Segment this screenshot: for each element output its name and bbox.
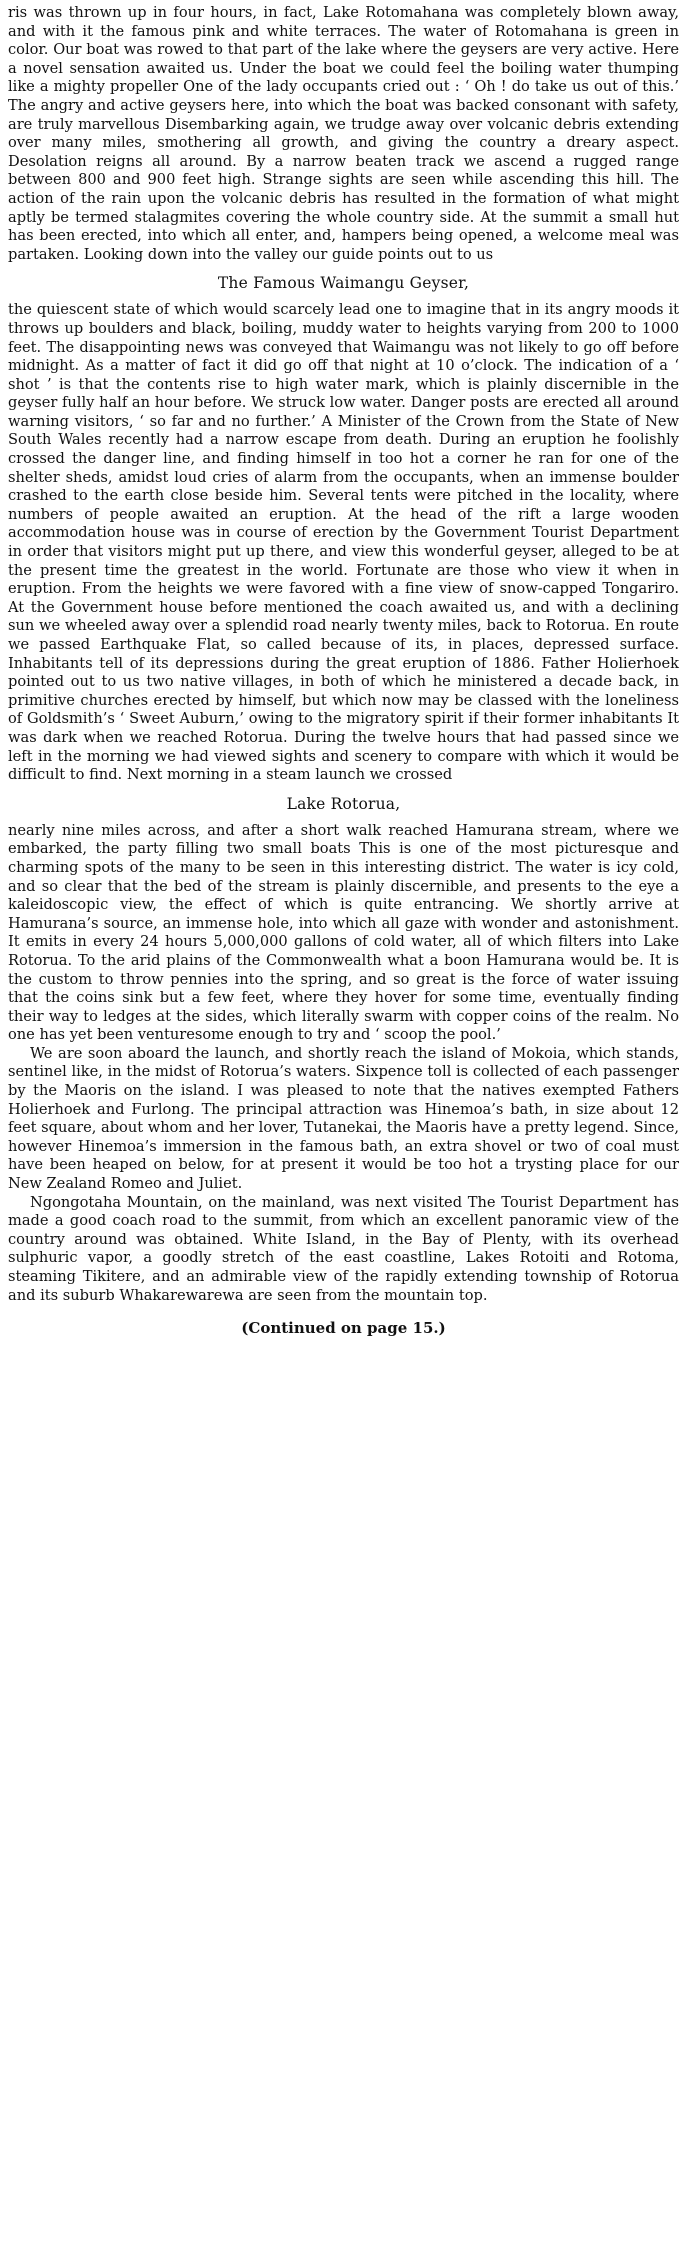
intro-paragraph: ris was thrown up in four hours, in fact, Lake Rotomahana was completely blown away, and with it the famous pink and white terraces. The water of Rotomahana is green in color. Our boat was rowed to that part of the lake where the geysers are very active. Here a novel sensation awaited us. Under the boat we could feel the boiling water thumping like a mighty propeller One of the lady occupants cried out : ‘ Oh ! do take us out of this.’ The angry and active geysers here, into which the boat was backed consonant with safety, are truly marvellous Disembarking again, we trudge away over volcanic debris extending over many miles, smothering all growth, and giving the country a dreary aspect. Desolation reigns all around. By a narrow beaten track we ascend a rugged range between 800 and 900 feet high. Strange sights are seen while ascending this hill. The action of the rain upon the volcanic debris has resulted in the formation of what might aptly be termed stalagmites covering the whole country side. At the summit a small hut has been erected, into which all enter, and, hampers being opened, a welcome meal was partaken. Looking down into the valley our guide points out to us [8, 4, 679, 263]
geyser-paragraph: the quiescent state of which would scarcely lead one to imagine that in its angry moods it throws up boulders and black, boiling, muddy water to heights varying from 200 to 1000 feet. The disappointing news was conveyed that Waimangu was not likely to go off before midnight. As a matter of fact it did go off that night at 10 o’clock. The indication of a ‘ shot ’ is that the contents rise to high water mark, which is plainly discernible in the geyser fully half an hour before. We struck low water. Danger posts are erected all around warning visitors, ‘ so far and no further.’ A Minister of the Crown from the State of New South Wales recently had a narrow escape from death. During an eruption he foolishly crossed the danger line, and finding himself in too hot a corner he ran for one of the shelter sheds, amidst loud cries of alarm from the occupants, when an immense boulder crashed to the earth close beside him. Several tents were pitched in the locality, where numbers of people awaited an eruption. At the head of the rift a large wooden accommodation house was in course of erection by the Government Tourist Department in order that visitors might put up there, and view this wonderful geyser, alleged to be at the present time the greatest in the world. Fortunate are those who view it when in eruption. From the heights we were favored with a fine view of snow-capped Tongariro. At the Government house before mentioned the coach awaited us, and with a declining sun we wheeled away over a splendid road nearly twenty miles, back to Rotorua. En route we passed Earthquake Flat, so called because of its, in places, depressed surface. Inhabitants tell of its depressions during the great eruption of 1886. Father Holierhoek pointed out to us two native villages, in both of which he ministered a decade back, in primitive churches erected by himself, but which now may be classed with the loneliness of Goldsmith’s ‘ Sweet Auburn,’ owing to the migratory spirit if their former inhabitants It was dark when we reached Rotorua. During the twelve hours that had passed since we left in the morning we had viewed sights and scenery to compare with which it would be difficult to find. Next morning in a steam launch we crossed [8, 301, 679, 784]
ngongotaha-paragraph: Ngongotaha Mountain, on the mainland, was next visited The Tourist Department has made a good coach road to the summit, from which an excellent panoramic view of the country around was obtained. White Island, in the Bay of Plenty, with its overhead sulphuric vapor, a goodly stretch of the east coastline, Lakes Rotoiti and Rotoma, steaming Tikitere, and an admirable view of the rapidly extending township of Rotorua and its suburb Whakarewarewa are seen from the mountain top. [8, 1193, 679, 1304]
mokoia-paragraph: We are soon aboard the launch, and shortly reach the island of Mokoia, which stands, sentinel like, in the midst of Rotorua’s waters. Sixpence toll is collected of each passenger by the Maoris on the island. I was pleased to note that the natives exempted Fathers Holierhoek and Furlong. The principal attraction was Hinemoa’s bath, in size about 12 feet square, about whom and her lover, Tutanekai, the Maoris have a pretty legend. Since, however Hinemoa’s immersion in the famous bath, an extra shovel or two of coal must have been heaped on below, for at present it would be too hot a trysting place for our New Zealand Romeo and Juliet. [8, 1044, 679, 1193]
section-heading-waimangu-geyser: The Famous Waimangu Geyser, [217, 274, 470, 293]
rotorua-paragraph: nearly nine miles across, and after a short walk reached Hamurana stream, where we embarked, the party filling two small boats This is one of the most picturesque and charming spots of the many to be seen in this interesting district. The water is icy cold, and so clear that the bed of the stream is plainly discernible, and presents to the eye a kaleidoscopic view, the effect of which is quite entrancing. We shortly arrive at Hamurana’s source, an immense hole, into which all gaze with wonder and astonishment. It emits in every 24 hours 5,000,000 gallons of cold water, all of which filters into Lake Rotorua. To the arid plains of the Commonwealth what a boon Hamurana would be. It is the custom to throw pennies into the spring, and so great is the force of water issuing that the coins sink but a few feet, where they hover for some time, eventually finding their way to ledges at the sides, which literally swarm with copper coins of the realm. No one has yet been venturesome enough to try and ‘ scoop the pool.’ [8, 821, 679, 1044]
continued-notice: (Continued on page 15.) [241, 1319, 446, 1338]
section-heading-lake-rotorua: Lake Rotorua, [286, 794, 401, 813]
article-body [8, 4, 679, 1338]
